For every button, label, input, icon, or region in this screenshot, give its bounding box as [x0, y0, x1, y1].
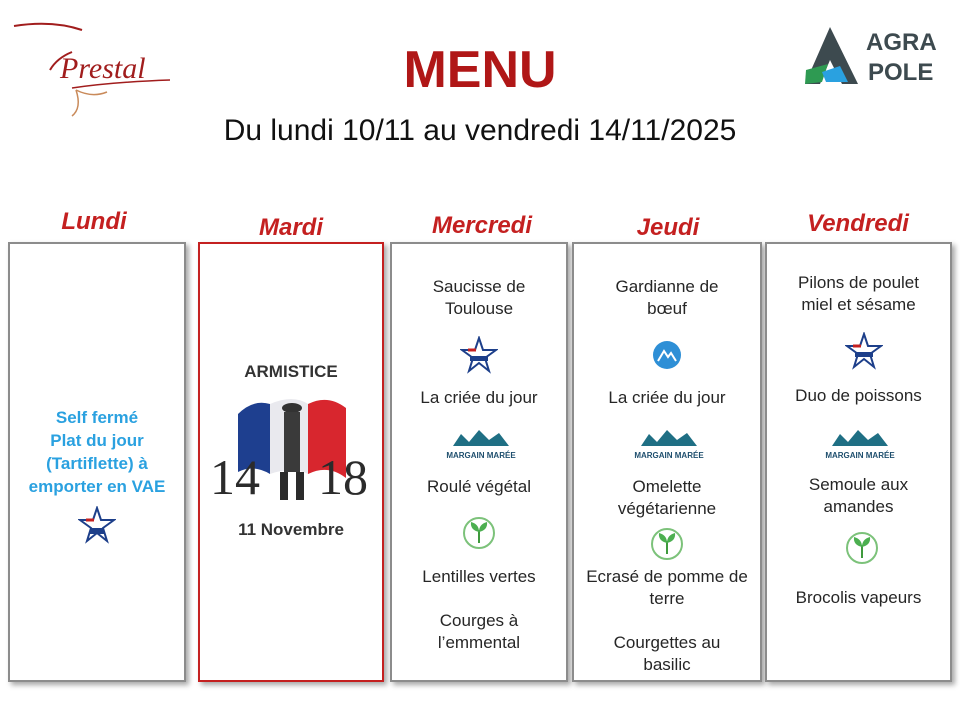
page-title: MENU — [403, 41, 557, 99]
dish-mercredi-1: Saucisse de Toulouse — [432, 277, 526, 318]
dish-mercredi-4: Lentilles vertes — [422, 567, 536, 586]
dish-jeudi-4: Ecrasé de pomme de terre — [586, 567, 748, 608]
day-label-lundi: Lundi — [61, 208, 127, 235]
soldier-flag-icon — [208, 394, 376, 504]
card-vendredi — [765, 242, 952, 682]
card-jeudi — [572, 242, 762, 682]
year-1914: 14 — [210, 449, 260, 504]
dish-mercredi-3: Roulé végétal — [427, 477, 531, 496]
dish-vendredi-3: Semoule aux amandes — [808, 475, 909, 516]
svg-text:POLE: POLE — [868, 59, 934, 86]
dish-mercredi-5: Courges à l’emmental — [437, 611, 521, 652]
margain-maree-icon: MARGAIN MARÉE — [432, 430, 530, 460]
day-label-mardi: Mardi — [258, 214, 323, 241]
margain-maree-icon: MARGAIN MARÉE — [811, 430, 909, 460]
viande-francaise-icon — [845, 332, 883, 370]
le-porc-francais-icon — [78, 506, 116, 544]
vegetarian-leaf-icon — [462, 516, 496, 550]
vegetarian-leaf-icon — [650, 527, 684, 561]
mountain-label-icon — [652, 340, 682, 370]
dish-jeudi-2: La criée du jour — [608, 388, 726, 407]
day-label-mercredi: Mercredi — [431, 212, 533, 239]
lundi-notice: Self fermé Plat du jour (Tartiflette) à emporter en VAE — [28, 408, 166, 496]
svg-text:AGRA: AGRA — [866, 29, 937, 56]
card-lundi — [8, 242, 186, 682]
dish-jeudi-5: Courgettes au basilic — [613, 633, 721, 674]
dish-jeudi-1: Gardianne de bœuf — [615, 277, 719, 318]
viande-francaise-icon — [460, 336, 498, 374]
margain-maree-icon: MARGAIN MARÉE — [620, 430, 718, 460]
vegetarian-leaf-icon — [845, 531, 879, 565]
day-label-vendredi: Vendredi — [807, 210, 909, 237]
day-label-jeudi: Jeudi — [636, 214, 700, 241]
card-mardi — [198, 242, 384, 682]
dish-vendredi-2: Duo de poissons — [795, 386, 922, 405]
date-range: Du lundi 10/11 au vendredi 14/11/2025 — [223, 114, 737, 147]
dish-vendredi-4: Brocolis vapeurs — [795, 588, 922, 607]
card-mercredi — [390, 242, 568, 682]
dish-mercredi-2: La criée du jour — [420, 388, 538, 407]
armistice-heading: ARMISTICE — [244, 362, 338, 381]
year-1918: 18 — [318, 449, 368, 504]
dish-vendredi-1: Pilons de poulet miel et sésame — [798, 273, 919, 314]
armistice-date: 11 Novembre — [238, 520, 344, 539]
dish-jeudi-3: Omelette végétarienne — [617, 477, 717, 518]
svg-text:Prestal: Prestal — [60, 52, 146, 85]
